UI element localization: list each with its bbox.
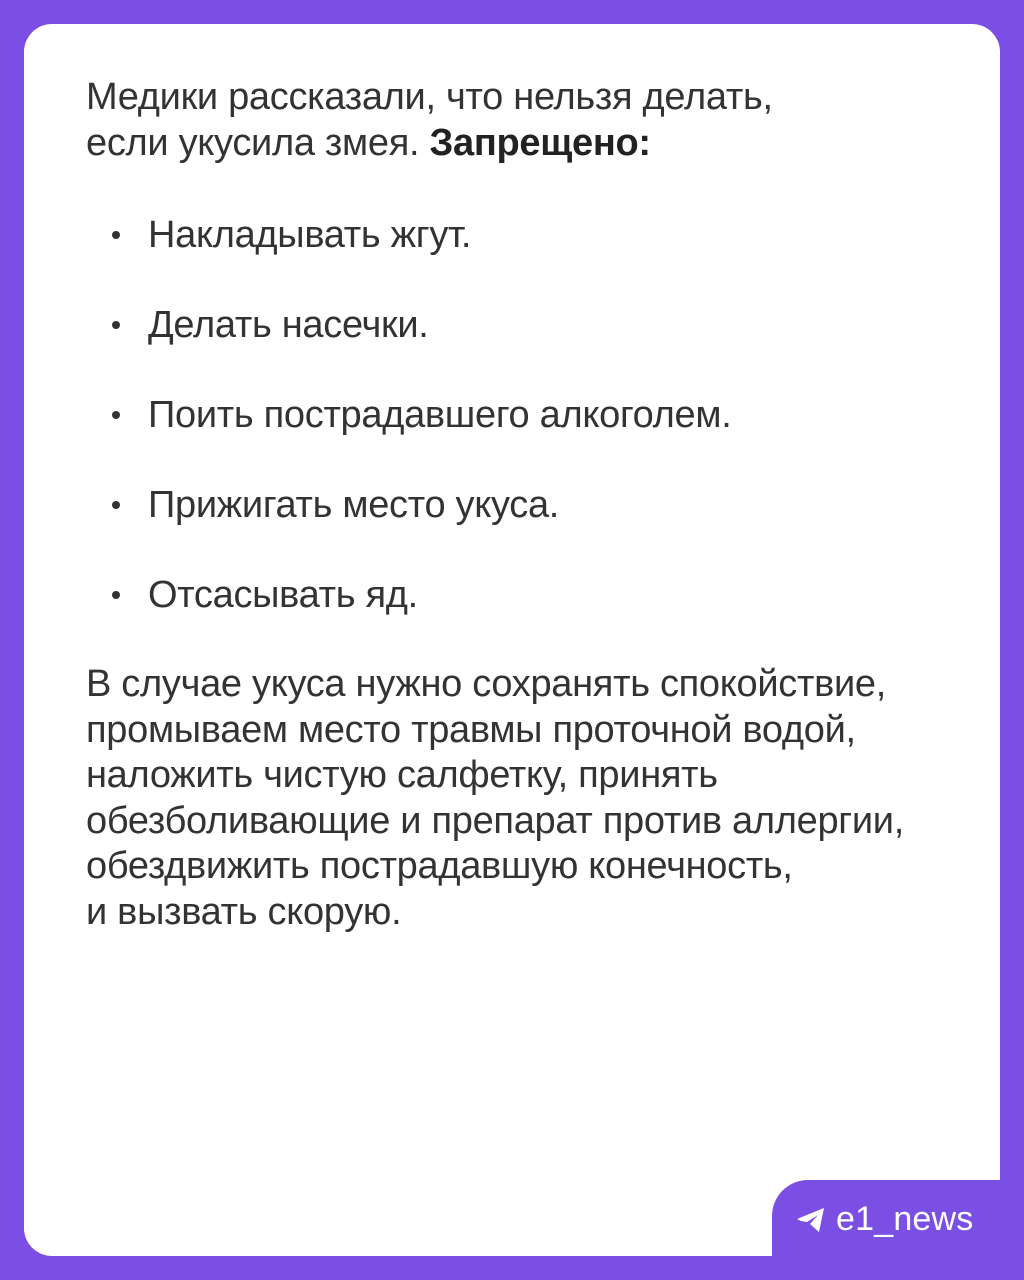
intro-line-1: Медики рассказали, что нельзя делать, xyxy=(86,76,773,118)
list-item xyxy=(86,572,986,618)
intro-line-2-text: если укусила змея. xyxy=(86,122,430,164)
list-item xyxy=(86,302,986,348)
bullet-icon xyxy=(112,591,120,599)
intro-line-2 xyxy=(86,120,986,166)
list-item-text: Поить пострадавшего алкоголем. xyxy=(148,394,732,436)
bullet-icon xyxy=(112,501,120,509)
advice-line: промываем место травмы проточной водой, xyxy=(86,708,856,751)
list-item xyxy=(86,392,986,438)
list-item-text: Делать насечки. xyxy=(148,304,429,346)
advice-line: обездвижить пострадавшую конечность, xyxy=(86,845,793,887)
channel-badge-content[interactable] xyxy=(796,1200,974,1239)
list-item xyxy=(86,482,986,528)
channel-handle[interactable]: e1_news xyxy=(836,1200,974,1238)
telegram-icon xyxy=(796,1207,826,1233)
content-card xyxy=(24,24,1000,1256)
advice-paragraph xyxy=(86,662,986,935)
advice-line: обезболивающие и препарат против аллергии, xyxy=(86,799,904,842)
intro-bold-label: Запрещено: xyxy=(429,122,651,164)
list-item-text: Отсасывать яд. xyxy=(148,574,418,616)
list-item-text: Прижигать место укуса. xyxy=(148,484,560,526)
bullet-icon xyxy=(112,321,120,329)
advice-line: и вызвать скорую. xyxy=(86,890,402,933)
bullet-icon xyxy=(112,231,120,239)
advice-line: наложить чистую салфетку, принять xyxy=(86,754,718,796)
list-item xyxy=(86,212,986,258)
article-body xyxy=(86,74,986,935)
advice-line: В случае укуса нужно сохранять спокойствие, xyxy=(86,663,886,705)
intro-text xyxy=(86,74,986,166)
prohibited-list xyxy=(86,212,986,618)
channel-badge[interactable] xyxy=(772,1180,1024,1280)
bullet-icon xyxy=(112,411,120,419)
list-item-text: Накладывать жгут. xyxy=(148,214,472,256)
